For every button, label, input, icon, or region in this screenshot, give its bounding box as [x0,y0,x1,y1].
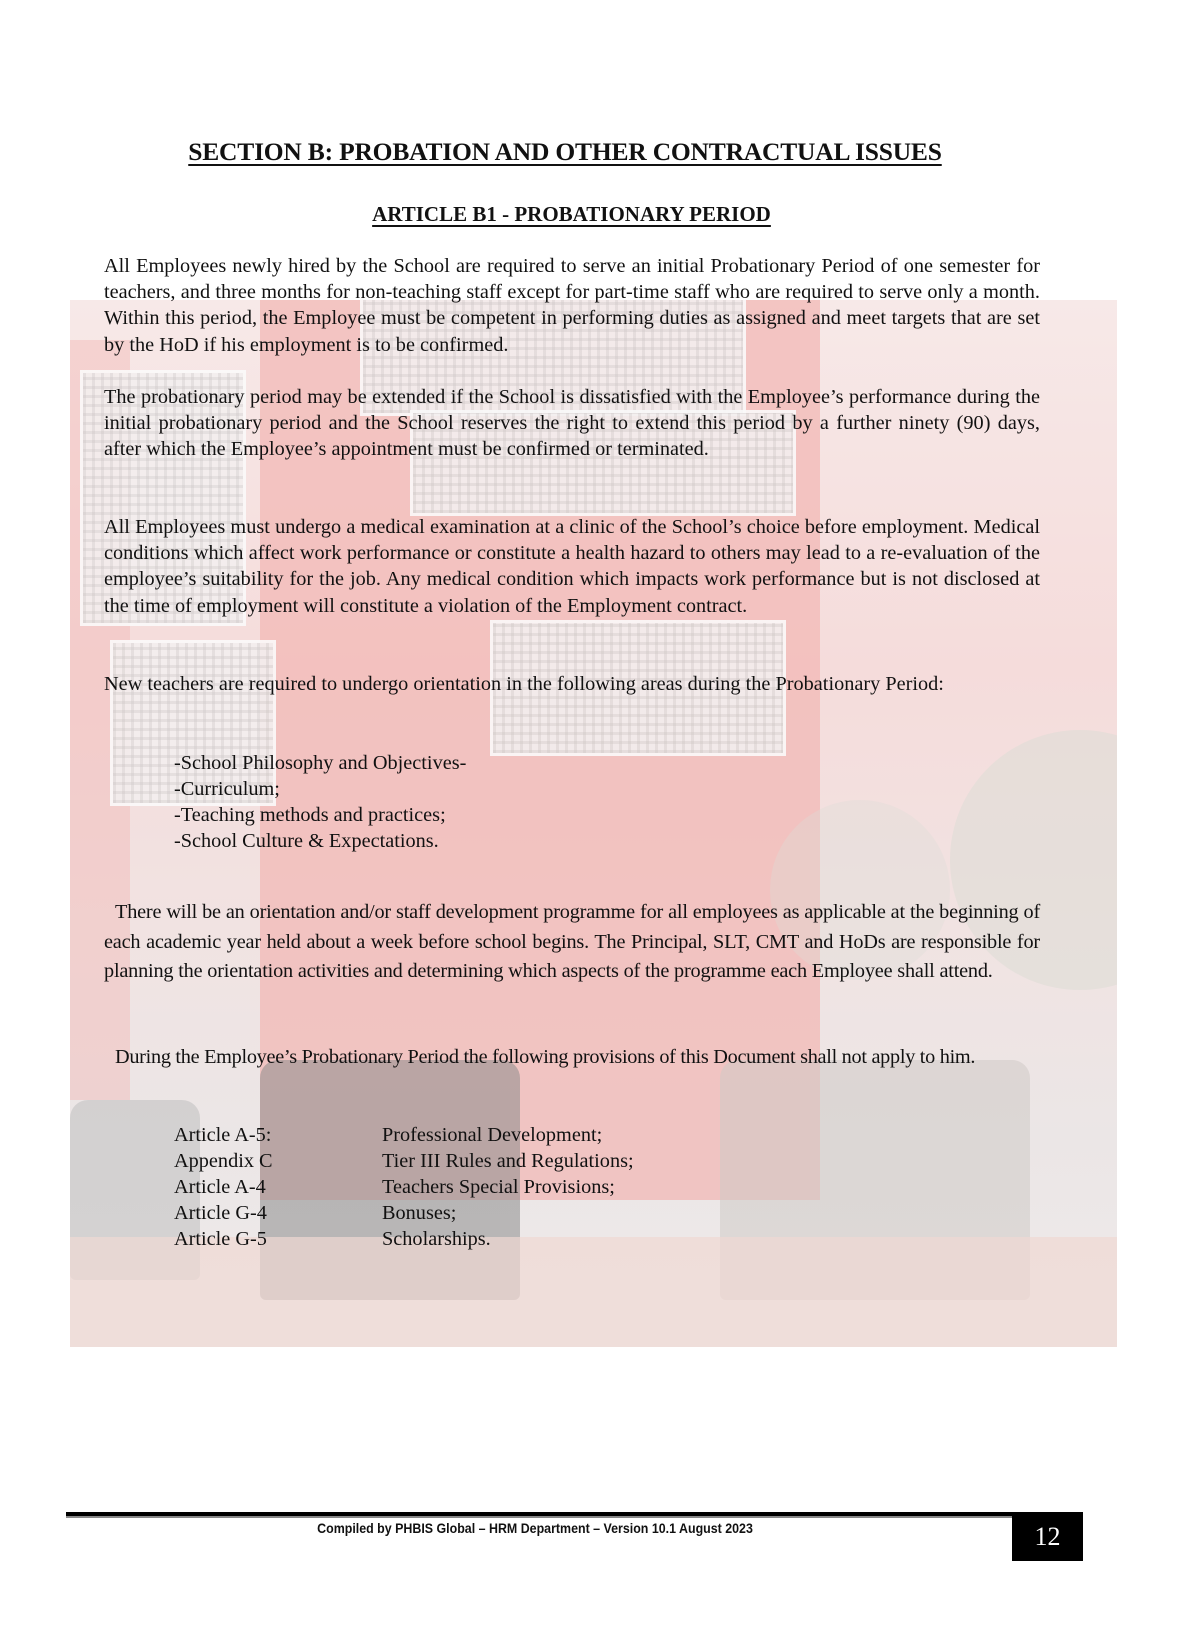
exempt-provisions-list [174,1122,634,1252]
paragraph-orientation-intro: New teachers are required to undergo orientation in the following areas during the Probationary Period: [104,673,944,695]
provision-description: Professional Development; [382,1124,603,1146]
exempt-provision-row [174,1122,634,1148]
provision-description: Scholarships. [382,1228,491,1250]
section-title: SECTION B: PROBATION AND OTHER CONTRACTUAL ISSUES [188,137,942,166]
paragraph-exemptions-intro: During the Employee’s Probationary Period the following provisions of this Document shall not apply to him. [115,1046,976,1068]
article-title: ARTICLE B1 - PROBATIONARY PERIOD [372,202,771,226]
provision-reference: Article G-4 [174,1202,267,1224]
exempt-provision-row [174,1148,634,1174]
paragraph-staff-development: There will be an orientation and/or staff development programme for all employees as applicable at the beginning of each academic year held about a week before school begins. The Principal, SLT, CMT and HoDs are responsible for planning the orientation activities and determining which aspects of the programme each Employee shall attend. [104,901,1040,982]
orientation-item: -Curriculum; [174,778,280,800]
footer-divider [66,1512,1083,1518]
provision-reference: Article A-4 [174,1176,266,1198]
page-number: 12 [1012,1512,1083,1561]
paragraph-probation-terms: All Employees newly hired by the School are required to serve an initial Probationary Period of one semester for teachers, and three months for non-teaching staff except for part-time staff who are required to serve only a month. Within this period, the Employee must be competent in performing duties as assigned and meet targets that are set by the HoD if his employment is to be confirmed. [104,255,1040,356]
orientation-item: -School Culture & Expectations. [174,830,439,852]
exempt-provision-row [174,1226,634,1252]
provision-reference: Article A-5: [174,1124,272,1146]
paragraph-probation-extension: The probationary period may be extended if the School is dissatisfied with the Employee’s performance during the initial probationary period and the School reserves the right to extend this period by a further ninety (90) days, after which the Employee’s appointment must be confirmed or terminated. [104,386,1040,461]
provision-description: Bonuses; [382,1202,457,1224]
provision-description: Tier III Rules and Regulations; [382,1150,634,1172]
exempt-provision-row [174,1200,634,1226]
provision-reference: Article G-5 [174,1228,267,1250]
exempt-provision-row [174,1174,634,1200]
orientation-item: -Teaching methods and practices; [174,804,446,826]
provision-reference: Appendix C [174,1150,273,1172]
orientation-areas-list [174,750,466,854]
orientation-item: -School Philosophy and Objectives- [174,752,467,774]
paragraph-medical-examination: All Employees must undergo a medical examination at a clinic of the School’s choice before employment. Medical conditions which affect work performance or constitute a health hazard to others may lead to a re-evaluation of the employee’s suitability for the job. Any medical condition which impacts work performance but is not disclosed at the time of employment will constitute a violation of the Employment contract. [104,516,1040,617]
provision-description: Teachers Special Provisions; [382,1176,615,1198]
footer-text: Compiled by PHBIS Global – HRM Department – Version 10.1 August 2023 [317,1521,753,1536]
